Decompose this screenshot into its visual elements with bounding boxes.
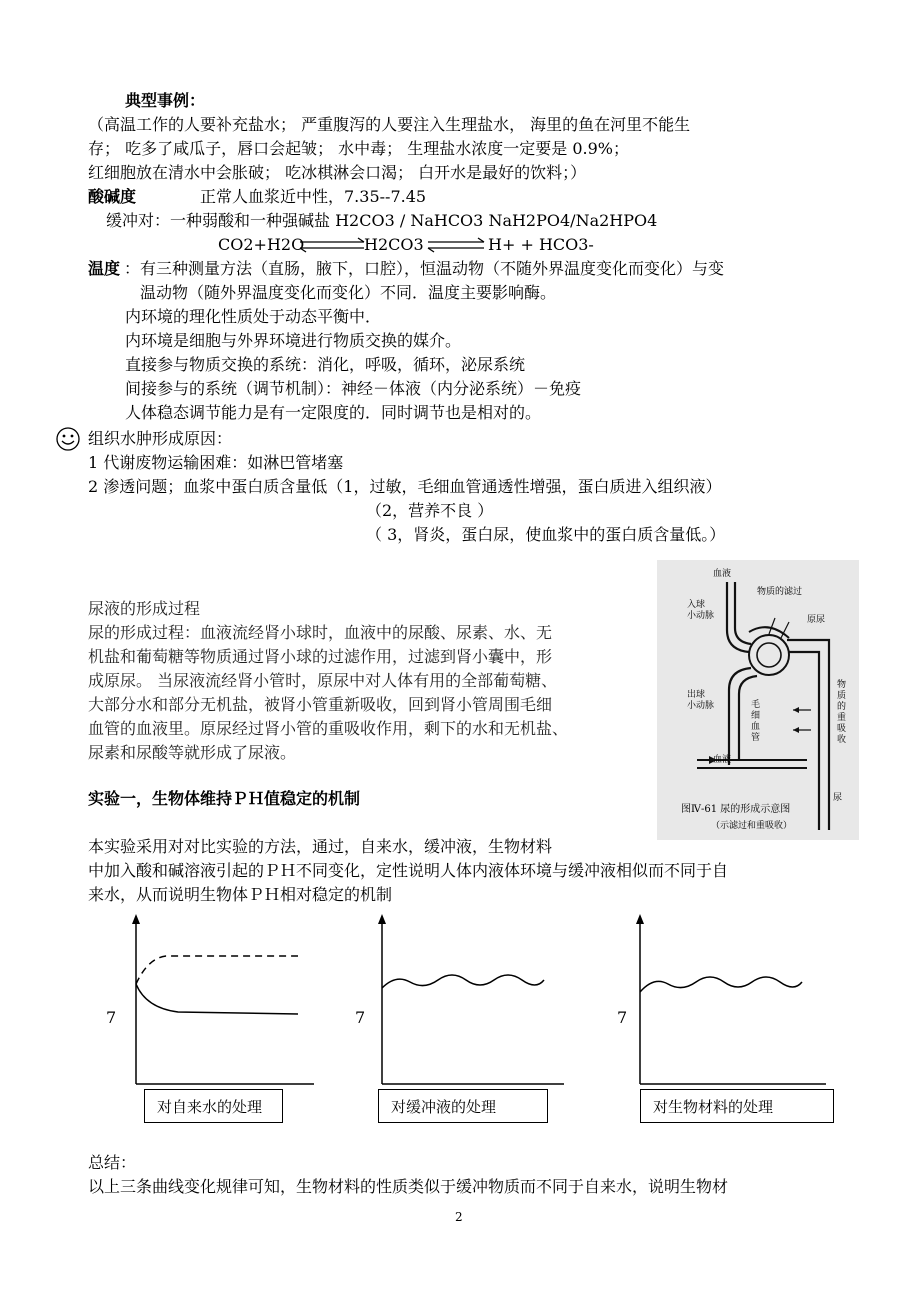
summary-title: 总结：: [88, 1153, 137, 1172]
urine-title: 尿液的形成过程: [88, 599, 201, 618]
edema-item-2c: （ 3，肾炎，蛋白尿，使血浆中的蛋白质含量低。）: [366, 525, 726, 544]
temperature-label: 温度: [88, 259, 121, 278]
chart-y-arrow: [636, 914, 644, 924]
figure-label-capillary: 毛细血管: [751, 700, 761, 743]
note-line: 内环境是细胞与外界环境进行物质交换的媒介。: [125, 331, 462, 350]
temperature-line-1: ：有三种测量方法（直肠，腋下，口腔），恒温动物（不随外界温度变化而变化）与变: [124, 259, 725, 278]
figure-label-blood-bottom: 血液: [713, 755, 732, 765]
temperature-line-2: 温动物（随外界温度变化而变化）不同．温度主要影响酶。: [140, 283, 557, 302]
chart-caption: 对自来水的处理: [144, 1089, 283, 1123]
chart-ph-seven-label: 7: [617, 1008, 628, 1027]
examples-line-2: 存； 吃多了咸瓜子，唇口会起皱； 水中毒； 生理盐水浓度一定要是 0.9%；: [88, 139, 629, 158]
examples-line-1: （高温工作的人要补充盐水； 严重腹泻的人要注入生理盐水， 海里的鱼在河里不能生: [88, 115, 691, 134]
experiment-line-1: 本实验采用对对比实验的方法，通过，自来水，缓冲液，生物材料: [88, 837, 553, 856]
chart-ph-seven-label: 7: [355, 1008, 366, 1027]
urine-formation-figure: [657, 560, 859, 840]
chart-tap-water: [118, 912, 318, 1088]
examples-heading: 典型事例：: [125, 91, 206, 110]
chart-biological-material: [630, 912, 830, 1088]
urine-line: 机盐和葡萄糖等物质通过肾小球的过滤作用，过滤到肾小囊中，形: [88, 647, 553, 666]
edema-item-1: 1 代谢废物运输困难：如淋巴管堵塞: [88, 453, 344, 472]
chart-ph-seven-label: 7: [106, 1008, 117, 1027]
figure-label-filter: 物质的滤过: [757, 587, 803, 597]
figure-label-efferent: 出球 小动脉: [687, 690, 715, 711]
figure-label-reabsorb: 物质的重吸收: [837, 680, 847, 745]
experiment-line-3: 来水，从而说明生物体ＰＨ相对稳定的机制: [88, 885, 393, 904]
urine-line: 尿的形成过程：血液流经肾小球时，血液中的尿酸、尿素、水、无: [88, 623, 553, 642]
curve-base: [136, 956, 298, 984]
note-line: 直接参与物质交换的系统：消化，呼吸，循环，泌尿系统: [125, 355, 526, 374]
urine-line: 尿素和尿酸等就形成了尿液。: [88, 743, 297, 762]
chart-buffer: [368, 912, 568, 1088]
edema-item-2: 2 渗透问题；血浆中蛋白质含量低（1，过敏，毛细血管通透性增强，蛋白质进入组织液）: [88, 477, 722, 496]
acidbase-text: 正常人血浆近中性，7.35--7.45: [200, 187, 427, 206]
curve-wavy: [382, 975, 544, 988]
edema-item-2b: （2，营养不良 ）: [366, 501, 494, 520]
figure-label-primary-urine: 原尿: [807, 615, 826, 625]
figure-label-afferent: 入球 小动脉: [687, 600, 715, 621]
buffer-pair-line: 缓冲对：一种弱酸和一种强碱盐 H2CO3 / NaHCO3 NaH2PO4/Na2HPO4: [106, 211, 658, 230]
summary-text: 以上三条曲线变化规律可知，生物材料的性质类似于缓冲物质而不同于自来水，说明生物材: [88, 1177, 729, 1196]
chart-caption: 对生物材料的处理: [640, 1089, 834, 1123]
page-number: 2: [455, 1210, 463, 1224]
equation-right: H+ + HCO3-: [488, 235, 594, 254]
equilibrium-arrow-1: [296, 236, 368, 254]
acidbase-label: 酸碱度: [88, 187, 137, 206]
examples-line-3: 红细胞放在清水中会胀破； 吃冰棋淋会口渴； 白开水是最好的饮料；）: [88, 163, 587, 182]
urine-line: 血管的血液里。原尿经过肾小管的重吸收作用，剩下的水和无机盐、: [88, 719, 569, 738]
equation-left: CO2+H2O: [218, 235, 305, 254]
curve-wavy: [640, 977, 802, 992]
curve-acid: [136, 984, 298, 1014]
note-line: 内环境的理化性质处于动态平衡中．: [125, 307, 382, 326]
edema-title: 组织水肿形成原因：: [88, 429, 233, 448]
chart-caption: 对缓冲液的处理: [378, 1089, 548, 1123]
urine-line: 成原尿。 当尿液流经肾小管时，原尿中对人体有用的全部葡萄糖、: [88, 671, 558, 690]
chart-y-arrow: [378, 914, 386, 924]
figure-caption: 图Ⅳ-61 尿的形成示意图: [681, 804, 791, 815]
equilibrium-arrow-2: [424, 236, 488, 254]
note-line: 间接参与的系统（调节机制）：神经－体液（内分泌系统）－免疫: [125, 379, 582, 398]
experiment-line-2: 中加入酸和碱溶液引起的ＰＨ不同变化，定性说明人体内液体环境与缓冲液相似而不同于自: [88, 861, 729, 880]
note-line: 人体稳态调节能力是有一定限度的．同时调节也是相对的。: [125, 403, 542, 422]
figure-label-urine: 尿: [833, 793, 843, 803]
smiley-icon: [54, 426, 84, 452]
experiment-title: 实验一，生物体维持ＰＨ值稳定的机制: [88, 789, 361, 808]
chart-y-arrow: [132, 914, 140, 924]
equation-mid: H2CO3: [364, 235, 424, 254]
figure-subcaption: （示滤过和重吸收）: [711, 821, 793, 831]
urine-line: 大部分水和部分无机盐，被肾小管重新吸收，回到肾小管周围毛细: [88, 695, 553, 714]
figure-label-blood-top: 血液: [713, 569, 732, 579]
